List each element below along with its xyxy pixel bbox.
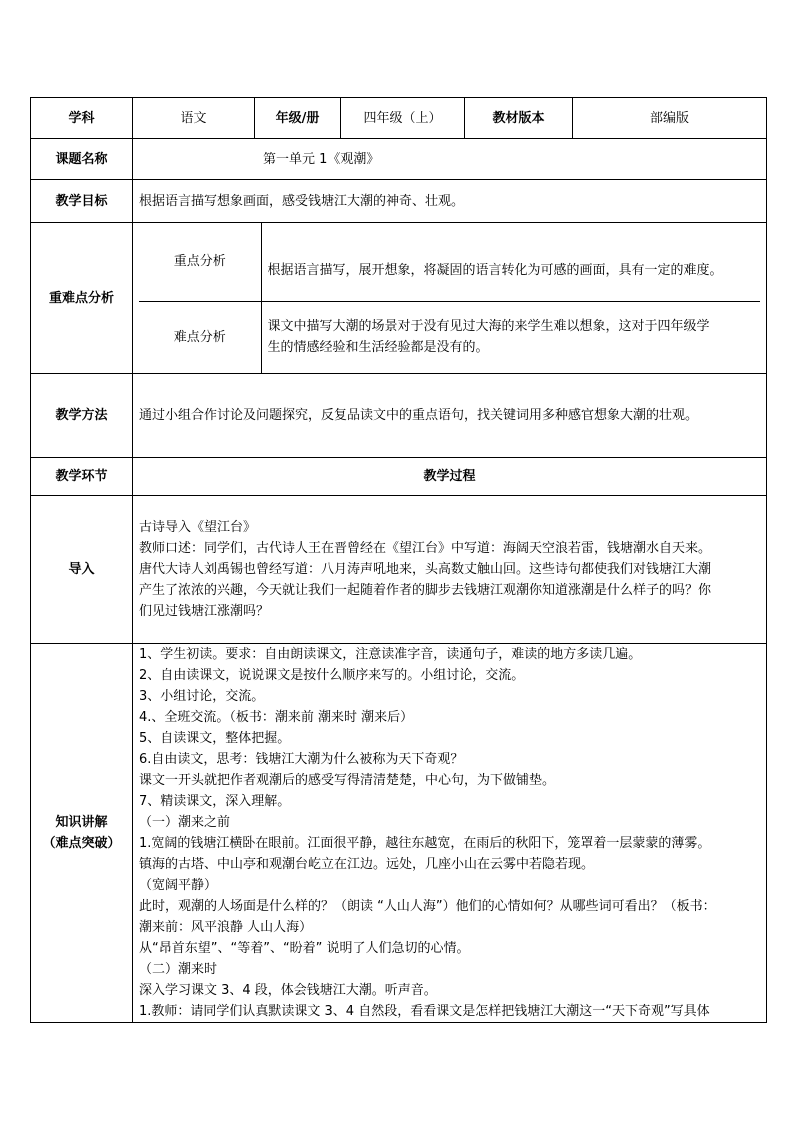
key-point-row	[139, 223, 760, 301]
hard-point-label: 难点分析	[139, 301, 261, 373]
hard-point-text	[261, 301, 760, 373]
knowledge-row	[31, 644, 767, 1023]
text-line: （宽阔平静）	[139, 878, 218, 893]
process-label: 教学过程	[133, 458, 767, 496]
key-point-text: 根据语言描写，展开想象，将凝固的语言转化为可感的画面，具有一定的难度。	[267, 263, 723, 279]
grade-label: 年级/册	[255, 98, 341, 139]
header-row	[31, 98, 767, 139]
text-line: 课文一开头就把作者观潮后的感受写得清清楚楚，中心句，为下做铺垫。	[139, 773, 556, 788]
subject-label: 学科	[31, 98, 133, 139]
text-line: （二）潮来时	[139, 962, 218, 977]
text-line: 2、自由读课文，说说课文是按什么顺序来写的。小组讨论，交流。	[139, 668, 525, 683]
difficulty-label: 重难点分析	[31, 223, 133, 374]
intro-label: 导入	[31, 496, 133, 644]
text-line: 深入学习课文 3、4 段，体会钱塘江大潮。听声音。	[139, 983, 437, 998]
knowledge-content	[133, 644, 767, 1023]
topic-label: 课题名称	[31, 139, 133, 180]
topic-row	[31, 139, 767, 180]
text-line: 从“昂首东望”、“等着”、“盼着” 说明了人们急切的心情。	[139, 941, 470, 956]
edition-value: 部编版	[573, 98, 767, 139]
goal-label: 教学目标	[31, 180, 133, 223]
key-point-label: 重点分析	[139, 223, 261, 301]
lesson-plan-table	[30, 97, 767, 1023]
text-line: 潮来前：风平浪静 人山人海）	[139, 920, 313, 935]
text-line: 6.自由读文，思考：钱塘江大潮为什么被称为天下奇观？	[139, 752, 464, 767]
text-line: 7、精读课文，深入理解。	[139, 794, 291, 809]
topic-value: 第一单元 1《观潮》	[133, 139, 767, 180]
text-line: 古诗导入《望江台》	[139, 520, 257, 535]
text-line: 1、学生初读。要求：自由朗读课文，注意读准字音，读通句子，难读的地方多读几遍。	[139, 647, 642, 662]
text-line: 唐代大诗人刘禹锡也曾经写道：八月涛声吼地来，头高数丈触山回。这些诗句都使我们对钱塘江大潮	[139, 562, 712, 577]
text-line: 1.教师：请同学们认真默读课文 3、4 自然段，看看课文是怎样把钱塘江大潮这一“天下奇观”写具体	[139, 1004, 710, 1019]
stage-row	[31, 458, 767, 496]
knowledge-label	[31, 644, 133, 1023]
text-line: 此时，观潮的人场面是什么样的？（朗读 “人山人海”）他们的心情如何？从哪些词可看出？（板书：	[139, 899, 716, 914]
text-line: 生的情感经验和生活经验都是没有的。	[267, 340, 489, 356]
stage-label: 教学环节	[31, 458, 133, 496]
goal-row	[31, 180, 767, 223]
method-row	[31, 374, 767, 458]
knowledge-label-line1: 知识讲解	[55, 815, 108, 830]
text-line: 课文中描写大潮的场景对于没有见过大海的来学生难以想象，这对于四年级学	[267, 319, 710, 335]
difficulty-row	[31, 223, 767, 374]
text-line: 产生了浓浓的兴趣，今天就让我们一起随着作者的脚步去钱塘江观潮你知道涨潮是什么样子的吗？你	[139, 583, 712, 598]
text-line: 4.、全班交流。（板书：潮来前 潮来时 潮来后）	[139, 710, 414, 725]
edition-label: 教材版本	[465, 98, 573, 139]
hard-point-row	[139, 301, 760, 373]
text-line: 3、小组讨论，交流。	[139, 689, 265, 704]
grade-value: 四年级（上）	[341, 98, 465, 139]
knowledge-label-line2: （难点突破）	[42, 836, 121, 851]
text-line: 1.宽阔的钱塘江横卧在眼前。江面很平静，越往东越宽，在雨后的秋阳下，笼罩着一层蒙蒙的薄雾。	[139, 836, 711, 851]
goal-value: 根据语言描写想象画面，感受钱塘江大潮的神奇、壮观。	[133, 180, 767, 223]
method-value: 通过小组合作讨论及问题探究，反复品读文中的重点语句，找关键词用多种感官想象大潮的壮观。	[133, 374, 767, 458]
subject-value: 语文	[133, 98, 255, 139]
text-line: （一）潮来之前	[139, 815, 231, 830]
intro-content	[133, 496, 767, 644]
difficulty-subtable	[139, 223, 760, 373]
text-line: 5、自读课文，整体把握。	[139, 731, 291, 746]
text-line: 镇海的古塔、中山亭和观潮台屹立在江边。远处，几座小山在云雾中若隐若现。	[139, 857, 595, 872]
intro-row	[31, 496, 767, 644]
method-label: 教学方法	[31, 374, 133, 458]
difficulty-detail	[133, 223, 767, 374]
text-line: 们见过钱塘江涨潮吗？	[139, 604, 270, 619]
text-line: 教师口述：同学们，古代诗人王在晋曾经在《望江台》中写道：海阔天空浪若雷，钱塘潮水自天来。	[139, 541, 712, 556]
